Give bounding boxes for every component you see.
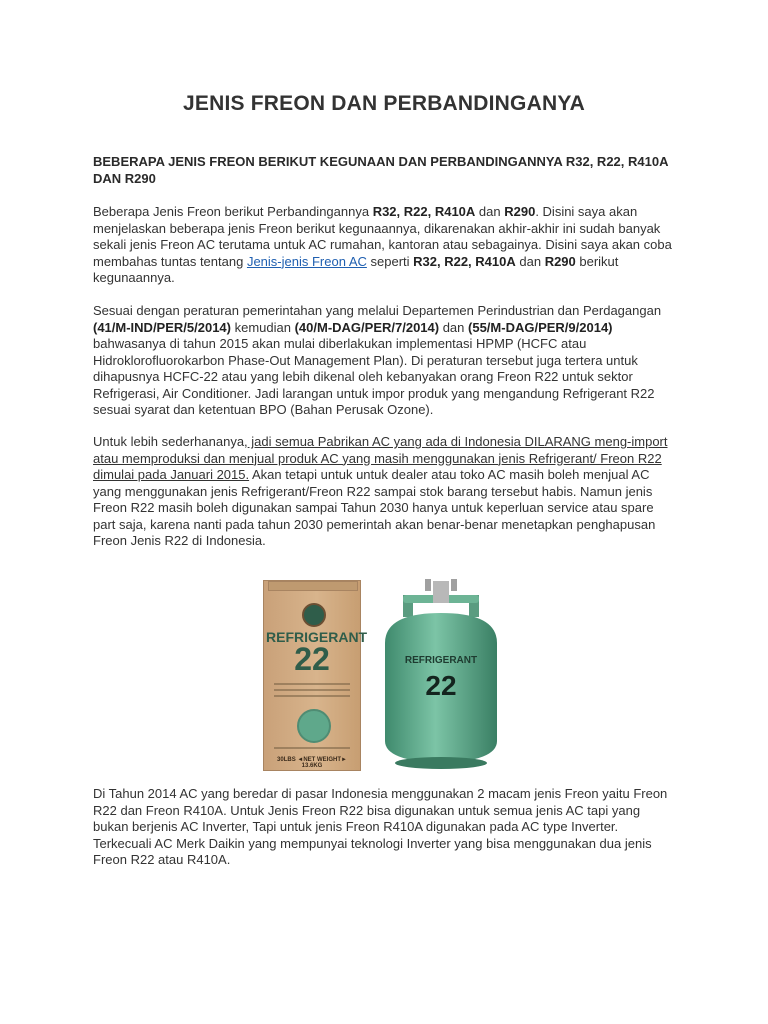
- valve-port: [451, 579, 457, 591]
- paragraph-summary: [93, 434, 673, 550]
- bold-text: (41/M-IND/PER/5/2014): [93, 319, 231, 335]
- box-window: [297, 709, 331, 743]
- box-print-line: [274, 695, 350, 697]
- text-span: . Disini saya akan menjelaskan beberapa jenis Freon berikut kegunaannya, dikarenakan akhir-akhir ini sudah banyak sekali jenis Freon AC terutama untuk AC rumahan, kantoran atau sebagainya. Disini saya akan coba membahas tuntas tentang: [93, 204, 672, 269]
- bold-text: R290: [544, 253, 576, 269]
- text-span: Beberapa Jenis Freon berikut Perbandingannya: [93, 204, 373, 219]
- box-number-label: 22: [294, 641, 330, 677]
- text-span: dan: [475, 204, 505, 219]
- paragraph-2014: Di Tahun 2014 AC yang beredar di pasar Indonesia menggunakan 2 macam jenis Freon yaitu Freon R22 dan Freon R410A. Untuk Jenis Freon R22 bisa digunakan untuk semua jenis AC tapi yang bukan berjenis AC Inverter, Tapi untuk jenis Freon R410A digunakan pada AC type Inverter. Terkecuali AC Merk Daikin yang mempunyai teknologi Inverter yang bisa menggunakan dua jenis Freon R22 atau R410A.: [93, 786, 668, 867]
- text-span: seperti: [366, 253, 414, 269]
- section-subtitle: BEBERAPA JENIS FREON BERIKUT KEGUNAAN DAN PERBANDINGANNYA R32, R22, R410A DAN R290: [93, 154, 668, 186]
- box-print-line: [274, 689, 350, 691]
- bold-text: R290: [504, 204, 536, 219]
- bold-text: (40/M-DAG/PER/7/2014): [294, 319, 440, 335]
- box-brand-label: REFRIGERANT: [266, 629, 368, 645]
- valve-port: [425, 579, 431, 591]
- bold-text: R32, R22, R410A: [413, 253, 516, 269]
- text-span: kemudian: [231, 319, 295, 335]
- paragraph-regulation: [93, 303, 673, 419]
- text-span: dan: [439, 319, 469, 335]
- valve-icon: [433, 581, 449, 603]
- text-span: berikut kegunaannya.: [93, 253, 619, 285]
- paragraph-intro: [93, 204, 673, 287]
- emblem-icon: [302, 603, 326, 627]
- tank-base: [395, 757, 487, 769]
- text-span: Sesuai dengan peraturan pemerintahan yang melalui Departemen Perindustrian dan Perdagangan: [93, 303, 662, 318]
- page-title: JENIS FREON DAN PERBANDINGANYA: [183, 92, 585, 115]
- refrigerant-tank: [375, 573, 507, 771]
- text-span: dan: [515, 253, 545, 269]
- refrigerant-box: [263, 580, 368, 771]
- box-print-line: [274, 747, 350, 749]
- text-span: Akan tetapi untuk untuk dealer atau toko AC masih boleh menjual AC yang menggunakan jenis Refrigerant/Freon R22 sampai stok barang tersebut habis. Namun jenis Freon R22 masih boleh digunakan sampai Tahun 2030 hanya untuk keperluan service atau spare part saja, karena nanti pada tahun 2030 pemerintah akan benar-benar menetapkan penghapusan Freon Jenis R22 di Indonesia.: [93, 467, 656, 548]
- bold-text: R32, R22, R410A: [372, 204, 476, 219]
- box-print-line: [274, 683, 350, 685]
- bold-text: (55/M-DAG/PER/9/2014): [468, 319, 613, 335]
- text-span: Untuk lebih sederhananya,: [93, 434, 248, 449]
- underlined-text: jadi semua Pabrikan AC yang ada di Indonesia DILARANG meng-import atau memproduksi dan menjual produk AC yang masih menggunakan jenis Refrigerant/ Freon R22 dimulai pada Januari 2015.: [93, 434, 668, 482]
- refrigerant-r22-image: [263, 573, 507, 771]
- box-lid: [268, 581, 358, 591]
- tank-number-label: 22: [425, 670, 457, 701]
- text-span: bahwasanya di tahun 2015 akan mulai diberlakukan implementasi HPMP (HCFC atau Hidroklorofluorokarbon Phase-Out Management Plan). Di peraturan tersebut juga tertera untuk dihapusnya HCFC-22 atau yang lebih dikenal oleh kebanyakan orang Freon R22 untuk sektor Refrigerasi, Air Conditioner. Jadi larangan untuk impor produk yang mengandung Refrigerant R22 sesuai syarat dan ketentuan BPO (Bahan Perusak Ozone).: [93, 336, 655, 417]
- box-weight-label: 30LBS ◄NET WEIGHT► 13.6KG: [277, 757, 347, 769]
- tank-brand-label: REFRIGERANT: [404, 655, 478, 666]
- freon-types-link[interactable]: Jenis-jenis Freon AC: [246, 253, 367, 269]
